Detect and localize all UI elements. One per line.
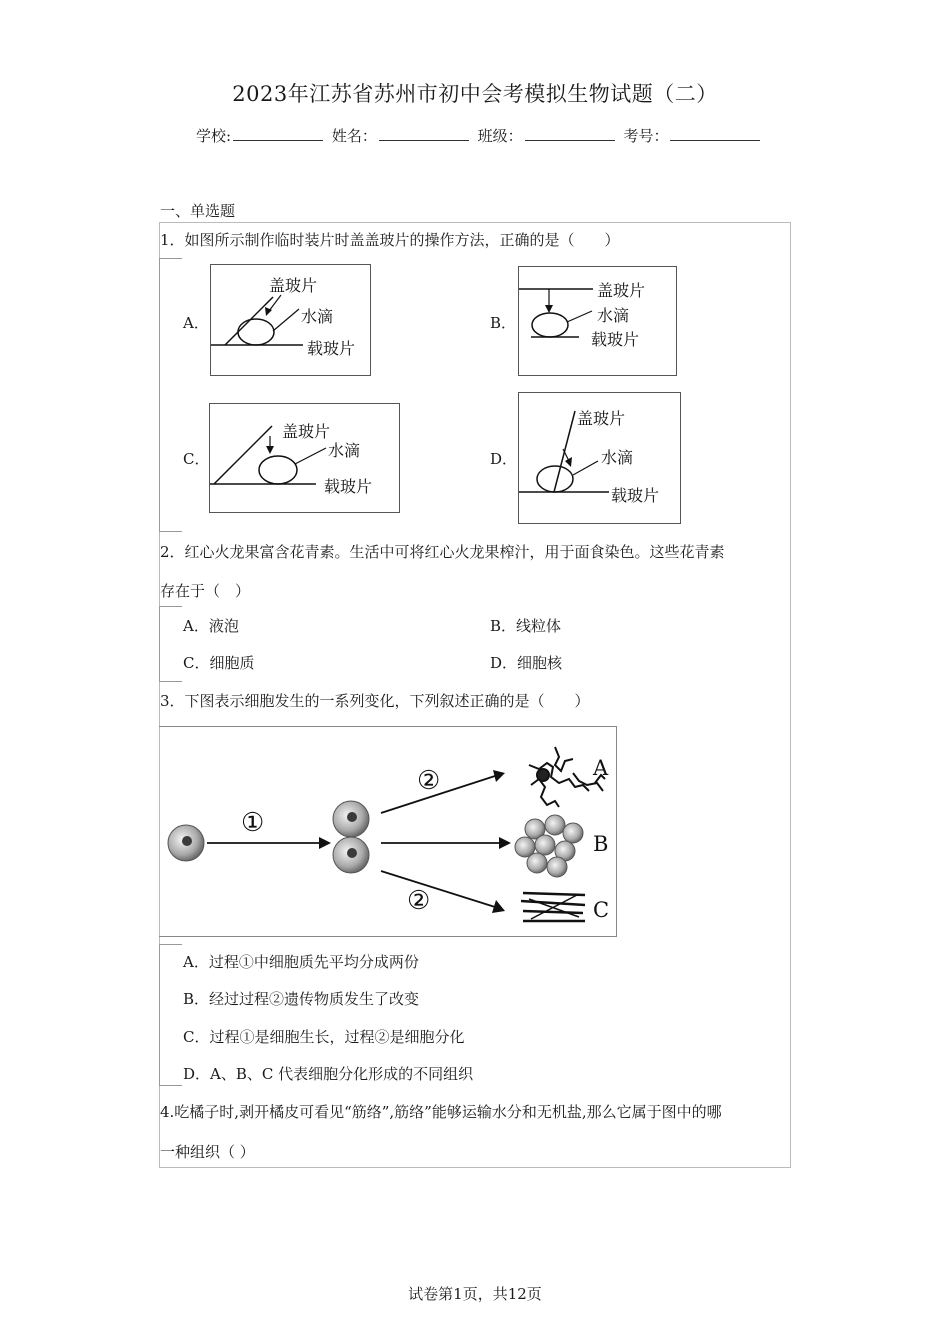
q3-stem: 3．下图表示细胞发生的一系列变化，下列叙述正确的是（ ） [160, 692, 590, 710]
school-field[interactable] [233, 126, 323, 141]
diagram-a [211, 265, 370, 375]
q1-figure-c[interactable] [209, 403, 400, 513]
school-label: 学校: [196, 127, 232, 145]
q1-option-bracket [159, 258, 182, 532]
q1-figure-b[interactable] [518, 266, 677, 376]
step2-label-upper: ② [417, 766, 441, 796]
q1-figure-d[interactable] [518, 392, 681, 524]
number-label: 考号： [623, 127, 669, 145]
name-label: 姓名： [331, 127, 377, 145]
student-info-line [196, 125, 764, 146]
q3-option-b[interactable]: B．经过过程②遗传物质发生了改变 [183, 990, 420, 1008]
q2-option-d[interactable]: D．细胞核 [490, 654, 563, 672]
number-field[interactable] [670, 126, 760, 141]
step1-label: ① [241, 808, 265, 838]
label-a: A [593, 756, 609, 780]
class-label: 班级： [477, 127, 523, 145]
q1-stem: 1．如图所示制作临时装片时盖盖玻片的操作方法，正确的是（ ） [160, 231, 620, 249]
two-cells [333, 801, 369, 873]
slide-label: 载玻片 [611, 486, 660, 505]
cover-slip-label: 盖玻片 [577, 409, 626, 428]
q4-stem-line2: 一种组织（ ） [160, 1143, 255, 1161]
cover-slip-label: 盖玻片 [269, 276, 318, 295]
q1-option-d-label[interactable]: D． [490, 450, 518, 468]
water-drop-label: 水滴 [328, 441, 361, 460]
label-c: C [593, 898, 610, 922]
cover-slip-label: 盖玻片 [597, 281, 646, 300]
q2-option-bracket [159, 606, 182, 682]
slide-label: 载玻片 [307, 339, 356, 358]
diagram-d [519, 393, 680, 523]
q1-option-b-label[interactable]: B． [490, 314, 517, 332]
cover-slip-label: 盖玻片 [282, 422, 331, 441]
section-heading: 一、单选题 [160, 202, 236, 220]
q3-option-d[interactable]: D．A、B、C 代表细胞分化形成的不同组织 [183, 1065, 474, 1083]
diagram-b [519, 267, 676, 375]
q2-option-b[interactable]: B．线粒体 [490, 617, 562, 635]
cell-division-diagram [159, 727, 616, 936]
tissue-b-epithelial [515, 815, 583, 877]
step2-label-lower: ② [407, 886, 431, 916]
arrow-to-c [381, 871, 495, 907]
cell-change-figure [159, 726, 617, 937]
slide-label: 载玻片 [324, 477, 373, 496]
label-b: B [593, 832, 609, 856]
diagram-c [210, 404, 399, 512]
water-drop-label: 水滴 [601, 448, 634, 467]
q2-option-a[interactable]: A．液泡 [183, 617, 239, 635]
q3-option-a[interactable]: A．过程①中细胞质先平均分成两份 [183, 953, 419, 971]
q3-option-c[interactable]: C．过程①是细胞生长，过程②是细胞分化 [183, 1028, 465, 1046]
q1-option-a-label[interactable]: A． [183, 314, 209, 332]
water-drop-label: 水滴 [597, 306, 630, 325]
name-field[interactable] [379, 126, 469, 141]
tissue-c-muscle [521, 893, 585, 921]
water-drop-label: 水滴 [301, 307, 334, 326]
page-footer: 试卷第1页，共12页 [408, 1285, 542, 1303]
q3-option-bracket [159, 944, 182, 1086]
q2-stem-line1: 2．红心火龙果富含花青素。生活中可将红心火龙果榨汁，用于面食染色。这些花青素 [160, 543, 725, 561]
single-cell [168, 825, 204, 861]
q1-figure-a[interactable] [210, 264, 371, 376]
q4-stem-line1: 4.吃橘子时,剥开橘皮可看见“筋络”,筋络”能够运输水分和无机盐,那么它属于图中的哪 [160, 1103, 722, 1121]
q1-option-c-label[interactable]: C． [183, 450, 210, 468]
q2-stem-line2: 存在于（ ） [160, 582, 251, 600]
q2-option-c[interactable]: C．细胞质 [183, 654, 255, 672]
class-field[interactable] [525, 126, 615, 141]
page-title: 2023年江苏省苏州市初中会考模拟生物试题（二） [232, 82, 718, 106]
slide-label: 载玻片 [591, 330, 640, 349]
